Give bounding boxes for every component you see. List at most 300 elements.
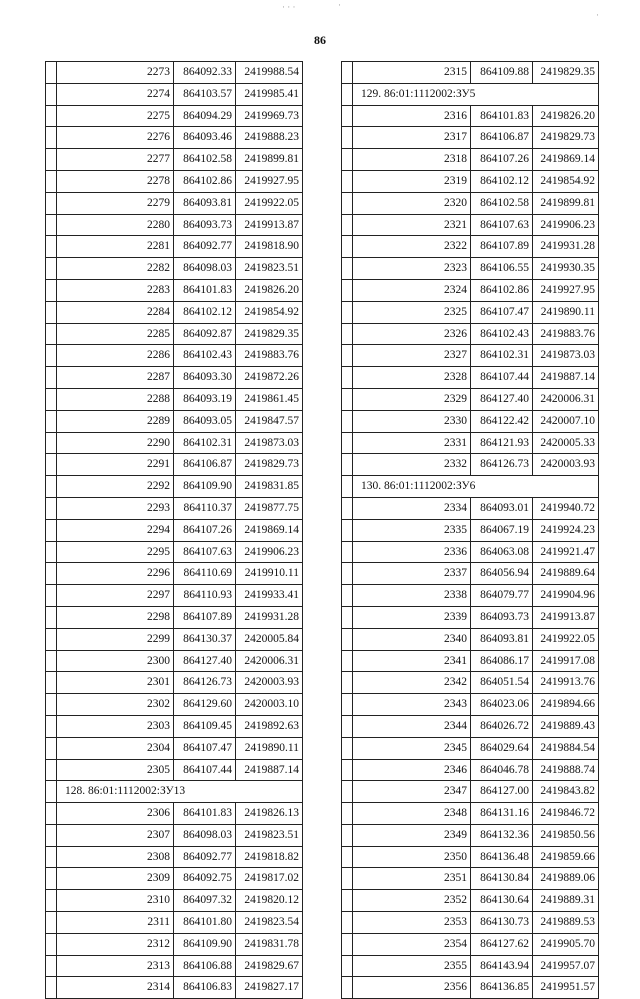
x-coordinate: 864101.80 [174,912,236,934]
point-number: 2321 [353,214,471,236]
margin-cell [342,868,353,890]
point-number: 2325 [353,301,471,323]
table-row [342,497,599,519]
y-coordinate: 2419957.07 [533,955,599,977]
point-number: 2308 [57,846,174,868]
point-number: 2343 [353,694,471,716]
x-coordinate: 864093.01 [471,497,533,519]
y-coordinate: 2419988.54 [236,62,303,84]
table-row [342,650,599,672]
y-coordinate: 2419869.14 [236,519,303,541]
x-coordinate: 864093.73 [174,214,236,236]
table-row [342,432,599,454]
y-coordinate: 2419829.35 [533,62,599,84]
x-coordinate: 864127.62 [471,933,533,955]
point-number: 2293 [57,497,174,519]
x-coordinate: 864127.40 [174,650,236,672]
table-row [46,323,303,345]
margin-cell [342,279,353,301]
margin-cell [46,803,57,825]
table-row [342,803,599,825]
point-number: 2304 [57,737,174,759]
table-row [342,388,599,410]
margin-cell [342,933,353,955]
point-number: 2300 [57,650,174,672]
point-number: 2348 [353,803,471,825]
x-coordinate: 864109.90 [174,476,236,498]
y-coordinate: 2419861.45 [236,388,303,410]
point-number: 2285 [57,323,174,345]
table-row [46,563,303,585]
table-row [46,345,303,367]
x-coordinate: 864092.33 [174,62,236,84]
table-row [46,476,303,498]
point-number: 2335 [353,519,471,541]
x-coordinate: 864093.73 [471,606,533,628]
y-coordinate: 2419894.66 [533,694,599,716]
margin-cell [342,781,353,803]
table-row [46,977,303,999]
margin-cell [342,715,353,737]
margin-cell [46,585,57,607]
y-coordinate: 2419888.74 [533,759,599,781]
x-coordinate: 864102.12 [471,170,533,192]
x-coordinate: 864092.77 [174,846,236,868]
point-number: 2275 [57,105,174,127]
x-coordinate: 864056.94 [471,563,533,585]
margin-cell [342,454,353,476]
table-row [342,367,599,389]
point-number: 2324 [353,279,471,301]
margin-cell [46,955,57,977]
point-number: 2346 [353,759,471,781]
margin-cell [342,388,353,410]
x-coordinate: 864092.77 [174,236,236,258]
point-number: 2283 [57,279,174,301]
point-number: 2288 [57,388,174,410]
point-number: 2281 [57,236,174,258]
y-coordinate: 2419904.96 [533,585,599,607]
margin-cell [342,127,353,149]
table-row [46,454,303,476]
margin-cell [342,650,353,672]
y-coordinate: 2419826.13 [236,803,303,825]
table-row [46,83,303,105]
y-coordinate: 2419927.95 [533,279,599,301]
x-coordinate: 864093.81 [471,628,533,650]
margin-cell [46,824,57,846]
y-coordinate: 2420006.31 [533,388,599,410]
margin-cell [342,236,353,258]
y-coordinate: 2419890.11 [533,301,599,323]
y-coordinate: 2419906.23 [533,214,599,236]
margin-cell [46,105,57,127]
y-coordinate: 2419843.82 [533,781,599,803]
table-row [342,192,599,214]
margin-cell [46,715,57,737]
table-row [342,105,599,127]
table-row [342,410,599,432]
x-coordinate: 864102.43 [471,323,533,345]
y-coordinate: 2419906.23 [236,541,303,563]
table-row [342,323,599,345]
table-row [46,410,303,432]
table-row [342,519,599,541]
y-coordinate: 2419951.57 [533,977,599,999]
x-coordinate: 864107.89 [174,606,236,628]
x-coordinate: 864046.78 [471,759,533,781]
point-number: 2320 [353,192,471,214]
table-row [342,781,599,803]
margin-cell [46,214,57,236]
parcel-header-row [342,476,599,498]
y-coordinate: 2419931.28 [236,606,303,628]
y-coordinate: 2419877.75 [236,497,303,519]
margin-cell [342,977,353,999]
table-row [342,759,599,781]
y-coordinate: 2419831.78 [236,933,303,955]
table-row [342,279,599,301]
table-row [46,955,303,977]
x-coordinate: 864098.03 [174,258,236,280]
y-coordinate: 2419831.85 [236,476,303,498]
y-coordinate: 2419889.43 [533,715,599,737]
y-coordinate: 2419892.63 [236,715,303,737]
x-coordinate: 864126.73 [174,672,236,694]
point-number: 2307 [57,824,174,846]
x-coordinate: 864121.93 [471,432,533,454]
y-coordinate: 2419922.05 [533,628,599,650]
margin-cell [46,62,57,84]
point-number: 2294 [57,519,174,541]
table-row [46,890,303,912]
point-number: 2273 [57,62,174,84]
x-coordinate: 864122.42 [471,410,533,432]
x-coordinate: 864107.26 [174,519,236,541]
x-coordinate: 864102.31 [471,345,533,367]
table-row [342,127,599,149]
table-row [46,846,303,868]
point-number: 2351 [353,868,471,890]
point-number: 2349 [353,824,471,846]
margin-cell [46,279,57,301]
x-coordinate: 864110.69 [174,563,236,585]
point-number: 2290 [57,432,174,454]
y-coordinate: 2419889.31 [533,890,599,912]
x-coordinate: 864106.83 [174,977,236,999]
x-coordinate: 864130.37 [174,628,236,650]
y-coordinate: 2419873.03 [236,432,303,454]
table-row [46,628,303,650]
point-number: 2278 [57,170,174,192]
margin-cell [46,541,57,563]
margin-cell [342,170,353,192]
margin-cell [342,890,353,912]
point-number: 2312 [57,933,174,955]
x-coordinate: 864092.75 [174,868,236,890]
y-coordinate: 2419850.56 [533,824,599,846]
table-row [46,650,303,672]
x-coordinate: 864106.87 [174,454,236,476]
coordinates-table-right [341,61,599,999]
table-row [342,563,599,585]
table-row [342,301,599,323]
x-coordinate: 864130.84 [471,868,533,890]
y-coordinate: 2419823.54 [236,912,303,934]
x-coordinate: 864102.58 [471,192,533,214]
point-number: 2317 [353,127,471,149]
table-row [342,694,599,716]
margin-cell [342,301,353,323]
table-row [46,803,303,825]
margin-cell [342,258,353,280]
y-coordinate: 2420003.10 [236,694,303,716]
y-coordinate: 2419883.76 [236,345,303,367]
point-number: 2355 [353,955,471,977]
point-number: 2276 [57,127,174,149]
margin-cell [46,170,57,192]
scan-speck: · [338,0,341,10]
point-number: 2339 [353,606,471,628]
y-coordinate: 2419818.90 [236,236,303,258]
x-coordinate: 864130.64 [471,890,533,912]
parcel-id: 129. 86:01:1112002:ЗУ5 [353,83,599,105]
point-number: 2298 [57,606,174,628]
x-coordinate: 864107.47 [471,301,533,323]
margin-cell [342,367,353,389]
x-coordinate: 864131.16 [471,803,533,825]
y-coordinate: 2419913.87 [533,606,599,628]
point-number: 2286 [57,345,174,367]
parcel-id: 130. 86:01:1112002:ЗУ6 [353,476,599,498]
point-number: 2345 [353,737,471,759]
y-coordinate: 2419872.26 [236,367,303,389]
y-coordinate: 2419854.92 [236,301,303,323]
y-coordinate: 2419969.73 [236,105,303,127]
table-row [46,737,303,759]
table-row [342,933,599,955]
y-coordinate: 2419827.17 [236,977,303,999]
table-row [46,367,303,389]
margin-cell [46,454,57,476]
table-row [46,301,303,323]
margin-cell [46,476,57,498]
y-coordinate: 2419931.28 [533,236,599,258]
point-number: 2347 [353,781,471,803]
table-row [46,585,303,607]
table-row [46,933,303,955]
point-number: 2338 [353,585,471,607]
margin-cell [46,933,57,955]
margin-cell [342,585,353,607]
y-coordinate: 2419826.20 [533,105,599,127]
margin-cell [46,912,57,934]
point-number: 2309 [57,868,174,890]
margin-cell [342,149,353,171]
point-number: 2332 [353,454,471,476]
y-coordinate: 2419869.14 [533,149,599,171]
table-row [46,279,303,301]
table-row [46,868,303,890]
margin-cell [46,694,57,716]
x-coordinate: 864051.54 [471,672,533,694]
x-coordinate: 864109.88 [471,62,533,84]
y-coordinate: 2419899.81 [236,149,303,171]
table-row [342,606,599,628]
table-row [46,606,303,628]
margin-cell [46,977,57,999]
y-coordinate: 2419933.41 [236,585,303,607]
margin-cell [342,628,353,650]
x-coordinate: 864079.77 [471,585,533,607]
y-coordinate: 2419829.67 [236,955,303,977]
x-coordinate: 864102.31 [174,432,236,454]
point-number: 2356 [353,977,471,999]
y-coordinate: 2419884.54 [533,737,599,759]
point-number: 2319 [353,170,471,192]
y-coordinate: 2420003.93 [236,672,303,694]
y-coordinate: 2419899.81 [533,192,599,214]
table-row [342,715,599,737]
x-coordinate: 864023.06 [471,694,533,716]
x-coordinate: 864107.63 [471,214,533,236]
margin-cell [342,214,353,236]
margin-cell [342,83,353,105]
point-number: 2296 [57,563,174,585]
point-number: 2328 [353,367,471,389]
x-coordinate: 864136.85 [471,977,533,999]
margin-cell [46,890,57,912]
table-row [342,236,599,258]
point-number: 2330 [353,410,471,432]
table-row [342,912,599,934]
x-coordinate: 864107.44 [174,759,236,781]
x-coordinate: 864102.43 [174,345,236,367]
y-coordinate: 2420005.84 [236,628,303,650]
margin-cell [342,192,353,214]
x-coordinate: 864092.87 [174,323,236,345]
y-coordinate: 2419887.14 [236,759,303,781]
x-coordinate: 864063.08 [471,541,533,563]
margin-cell [46,192,57,214]
margin-cell [46,846,57,868]
x-coordinate: 864103.57 [174,83,236,105]
x-coordinate: 864106.88 [174,955,236,977]
point-number: 2318 [353,149,471,171]
y-coordinate: 2419823.51 [236,258,303,280]
x-coordinate: 864107.44 [471,367,533,389]
table-row [46,214,303,236]
point-number: 2299 [57,628,174,650]
margin-cell [46,367,57,389]
point-number: 2310 [57,890,174,912]
y-coordinate: 2419829.73 [236,454,303,476]
y-coordinate: 2419910.11 [236,563,303,585]
margin-cell [342,432,353,454]
table-row [342,955,599,977]
table-row [46,715,303,737]
margin-cell [46,345,57,367]
x-coordinate: 864097.32 [174,890,236,912]
margin-cell [46,628,57,650]
point-number: 2297 [57,585,174,607]
margin-cell [342,563,353,585]
table-row [46,432,303,454]
y-coordinate: 2420007.10 [533,410,599,432]
x-coordinate: 864129.60 [174,694,236,716]
margin-cell [46,759,57,781]
table-row [342,824,599,846]
point-number: 2303 [57,715,174,737]
y-coordinate: 2419854.92 [533,170,599,192]
y-coordinate: 2419913.76 [533,672,599,694]
margin-cell [46,258,57,280]
x-coordinate: 864143.94 [471,955,533,977]
point-number: 2331 [353,432,471,454]
margin-cell [46,650,57,672]
y-coordinate: 2419817.02 [236,868,303,890]
y-coordinate: 2419921.47 [533,541,599,563]
point-number: 2305 [57,759,174,781]
x-coordinate: 864106.55 [471,258,533,280]
table-row [342,868,599,890]
point-number: 2277 [57,149,174,171]
y-coordinate: 2419883.76 [533,323,599,345]
x-coordinate: 864101.83 [471,105,533,127]
table-row [342,454,599,476]
point-number: 2301 [57,672,174,694]
y-coordinate: 2419889.06 [533,868,599,890]
x-coordinate: 864026.72 [471,715,533,737]
point-number: 2341 [353,650,471,672]
margin-cell [46,868,57,890]
table-row [342,737,599,759]
y-coordinate: 2419820.12 [236,890,303,912]
margin-cell [342,519,353,541]
margin-cell [46,497,57,519]
table-row [46,672,303,694]
point-number: 2350 [353,846,471,868]
margin-cell [342,410,353,432]
table-row [342,977,599,999]
point-number: 2279 [57,192,174,214]
y-coordinate: 2420003.93 [533,454,599,476]
x-coordinate: 864102.58 [174,149,236,171]
x-coordinate: 864126.73 [471,454,533,476]
table-row [342,149,599,171]
x-coordinate: 864093.05 [174,410,236,432]
y-coordinate: 2419887.14 [533,367,599,389]
point-number: 2289 [57,410,174,432]
margin-cell [46,672,57,694]
margin-cell [342,803,353,825]
table-row [46,912,303,934]
table-row [46,149,303,171]
margin-cell [342,105,353,127]
y-coordinate: 2419873.03 [533,345,599,367]
y-coordinate: 2419889.64 [533,563,599,585]
point-number: 2311 [57,912,174,934]
margin-cell [342,694,353,716]
y-coordinate: 2419930.35 [533,258,599,280]
x-coordinate: 864067.19 [471,519,533,541]
point-number: 2344 [353,715,471,737]
point-number: 2354 [353,933,471,955]
x-coordinate: 864102.86 [174,170,236,192]
y-coordinate: 2419846.72 [533,803,599,825]
margin-cell [342,541,353,563]
table-row [46,541,303,563]
